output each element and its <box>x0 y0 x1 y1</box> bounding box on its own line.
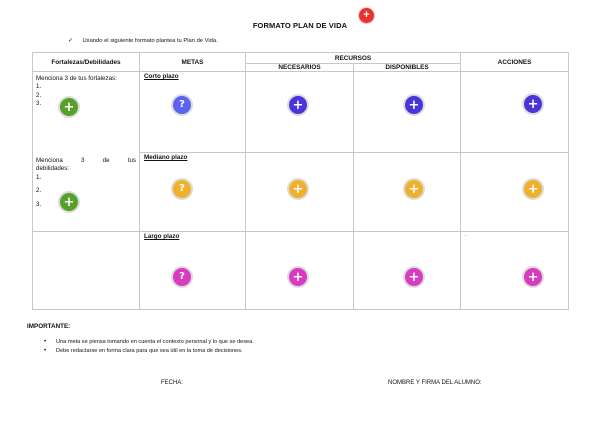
instruction <box>68 38 218 44</box>
fortaleza-2: 2. <box>36 91 42 99</box>
necesarios-largo-cell <box>246 232 354 310</box>
plus-icon: + <box>408 181 420 197</box>
plan-table <box>32 52 569 310</box>
add-acciones-corto-button[interactable] <box>522 93 544 115</box>
firma-label: NOMBRE Y FIRMA DEL ALUMNO: <box>388 380 482 386</box>
add-fortaleza-button[interactable] <box>58 96 80 118</box>
debilidad-2: 2. <box>36 187 42 195</box>
plus-icon: + <box>363 9 370 21</box>
add-acciones-largo-button[interactable] <box>522 266 544 288</box>
disponibles-corto-cell <box>354 72 461 153</box>
meta-mediano-help-button[interactable] <box>171 178 193 200</box>
fortaleza-3: 3. <box>36 100 42 108</box>
important-heading: IMPORTANTE: <box>27 323 71 330</box>
meta-mediano-cell <box>140 153 246 232</box>
add-necesarios-largo-button[interactable] <box>287 266 309 288</box>
plus-icon: + <box>527 181 539 197</box>
add-title-button[interactable] <box>358 7 375 24</box>
plus-icon: + <box>292 269 304 285</box>
header-acciones: ACCIONES <box>461 53 569 72</box>
plus-icon: + <box>63 194 75 210</box>
fortaleza-1: 1. <box>36 83 42 91</box>
necesarios-corto-cell <box>246 72 354 153</box>
plus-icon: + <box>527 96 539 112</box>
header-necesarios: NECESARIOS <box>246 64 354 72</box>
plus-icon: + <box>63 99 75 115</box>
plus-icon: + <box>527 269 539 285</box>
question-icon: ? <box>179 271 185 282</box>
header-disponibles: DISPONIBLES <box>354 64 461 72</box>
debilidad-1: 1. <box>36 173 42 181</box>
plus-icon: + <box>408 269 420 285</box>
plus-icon: + <box>292 181 304 197</box>
debilidad-3: 3. <box>36 200 42 208</box>
period-corto-plazo: Corto plazo <box>144 73 179 80</box>
fortalezas-empty-cell <box>33 232 140 310</box>
plus-icon: + <box>292 97 304 113</box>
fortalezas-debilidades-cell <box>33 72 140 232</box>
debilidades-prompt-line2: debilidades: <box>36 165 70 173</box>
add-disponibles-mediano-button[interactable] <box>403 178 425 200</box>
disponibles-mediano-cell <box>354 153 461 232</box>
important-item: • Debe redactarse en forma clara para que sea útil en la toma de decisiones. <box>44 347 254 356</box>
header-recursos: RECURSOS <box>246 53 461 64</box>
add-acciones-mediano-button[interactable] <box>522 178 544 200</box>
stray-dot: . <box>465 232 467 238</box>
instruction-text: Usando el siguiente formato plantea tu Plan de Vida. <box>82 38 218 44</box>
disponibles-largo-cell <box>354 232 461 310</box>
header-metas: METAS <box>140 53 246 72</box>
important-item: • Una meta se piensa tomando en cuenta el contexto personal y lo que se desea. <box>44 338 254 347</box>
question-icon: ? <box>179 99 185 110</box>
add-debilidad-button[interactable] <box>58 191 80 213</box>
add-disponibles-corto-button[interactable] <box>403 94 425 116</box>
necesarios-mediano-cell <box>246 153 354 232</box>
meta-largo-cell <box>140 232 246 310</box>
add-necesarios-corto-button[interactable] <box>287 94 309 116</box>
question-icon: ? <box>179 183 185 194</box>
fortalezas-prompt: Menciona 3 de tus fortalezas: <box>36 75 117 82</box>
acciones-mediano-cell <box>461 153 569 232</box>
meta-largo-help-button[interactable] <box>171 266 193 288</box>
header-fortalezas: Fortalezas/Debilidades <box>33 53 140 72</box>
plus-icon: + <box>408 97 420 113</box>
meta-corto-help-button[interactable] <box>171 94 193 116</box>
acciones-corto-cell <box>461 72 569 153</box>
document-title: FORMATO PLAN DE VIDA <box>252 21 348 30</box>
acciones-largo-cell <box>461 232 569 310</box>
period-largo-plazo: Largo plazo <box>144 233 180 240</box>
fecha-label: FECHA: <box>161 380 184 386</box>
meta-corto-cell <box>140 72 246 153</box>
add-necesarios-mediano-button[interactable] <box>287 178 309 200</box>
add-disponibles-largo-button[interactable] <box>403 266 425 288</box>
period-mediano-plazo: Mediano plazo <box>144 154 188 161</box>
debilidades-prompt-line1: Menciona 3 de tus <box>36 157 136 164</box>
important-list <box>44 338 254 356</box>
checkmark-icon: ✓ <box>68 38 73 44</box>
